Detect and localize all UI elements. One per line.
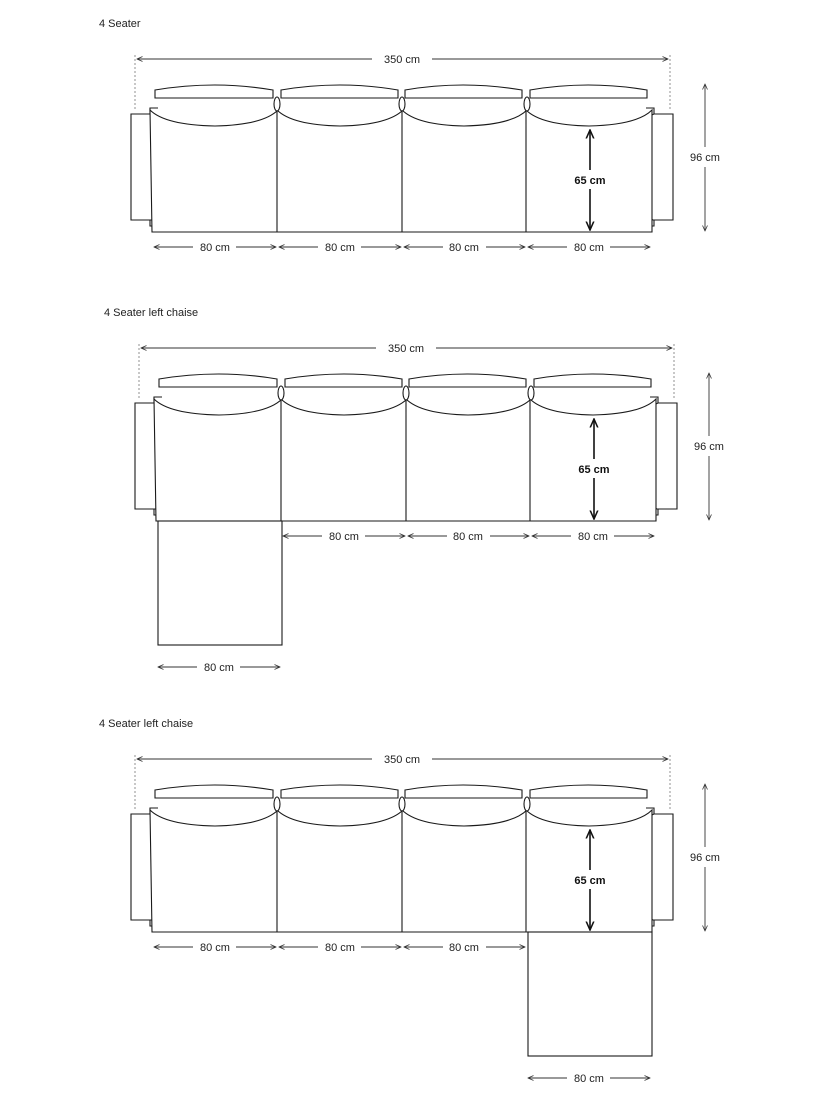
- seat-4: [530, 374, 656, 521]
- seat-width-2: 80 cm: [325, 942, 355, 954]
- seat-1: [150, 85, 278, 232]
- overall-width-label: 350 cm: [383, 754, 421, 766]
- diagram-2: [135, 343, 724, 674]
- seat-depth-label: 65 cm: [574, 175, 606, 187]
- chaise-width-label: 80 cm: [574, 1073, 604, 1085]
- seat-width-3: 80 cm: [449, 942, 479, 954]
- seat-3: [402, 785, 527, 932]
- overall-width-label: 350 cm: [387, 343, 425, 355]
- seat-width-2: 80 cm: [325, 242, 355, 254]
- seat-2: [277, 85, 403, 232]
- diagram-2-title: 4 Seater left chaise: [104, 307, 199, 319]
- overall-width-label: 350 cm: [383, 54, 421, 66]
- seat-width-1: 80 cm: [200, 242, 230, 254]
- depth-label: 96 cm: [690, 852, 720, 864]
- chaise-width-label: 80 cm: [204, 662, 234, 674]
- seat-3: [406, 374, 531, 521]
- diagram-3: [131, 754, 720, 1085]
- seat-2: [277, 785, 403, 932]
- seat-width-3: 80 cm: [449, 242, 479, 254]
- seat-1: [154, 374, 282, 521]
- seat-4: [526, 785, 652, 932]
- seat-depth-label: 65 cm: [578, 464, 610, 476]
- diagram-1: [131, 54, 720, 254]
- seat-4: [526, 85, 652, 232]
- seat-width-2: 80 cm: [453, 531, 483, 543]
- seat-width-1: 80 cm: [200, 942, 230, 954]
- diagram-1-title: 4 Seater: [99, 18, 141, 30]
- depth-label: 96 cm: [694, 441, 724, 453]
- seat-depth-label: 65 cm: [574, 875, 606, 887]
- depth-label: 96 cm: [690, 152, 720, 164]
- diagram-3-title: 4 Seater left chaise: [99, 718, 194, 730]
- seat-width-1: 80 cm: [329, 531, 359, 543]
- seat-width-4: 80 cm: [574, 242, 604, 254]
- chaise-right: [528, 932, 652, 1056]
- seat-2: [281, 374, 407, 521]
- seat-width-3: 80 cm: [578, 531, 608, 543]
- seat-3: [402, 85, 527, 232]
- seat-1: [150, 785, 278, 932]
- chaise-left: [158, 521, 282, 645]
